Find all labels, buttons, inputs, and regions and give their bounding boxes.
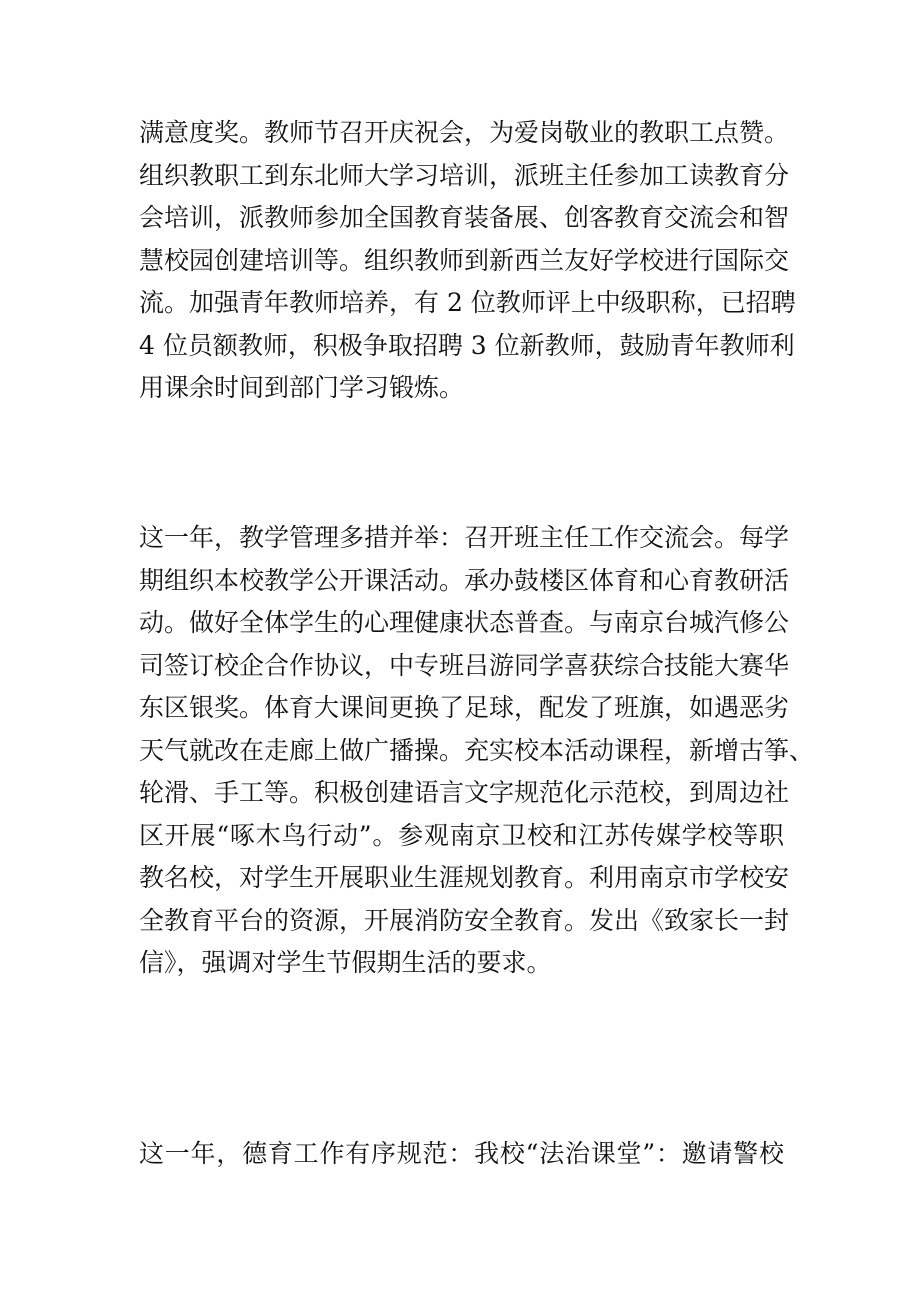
text-line: 区开展“啄木鸟行动”。参观南京卫校和江苏传媒学校等职	[139, 820, 784, 850]
text-line: 全教育平台的资源，开展消防安全教育。发出《致家长一封	[139, 905, 790, 935]
text-line: 组织教职工到东北师大学习培训，派班主任参加工读教育分	[139, 160, 790, 190]
text-line: 东区银奖。体育大课间更换了足球，配发了班旗，如遇恶劣	[139, 693, 790, 722]
text-line: 慧校园创建培训等。组织教师到新西兰友好学校进行国际交	[139, 245, 790, 275]
text-line: 这一年，教学管理多措并举：召开班主任工作交流会。每学	[139, 523, 790, 552]
text-line: 轮滑、手工等。积极创建语言文字规范化示范校，到周边社	[139, 778, 790, 807]
text-line: 这一年，德育工作有序规范：我校“法治课堂”：邀请警校	[139, 1139, 784, 1168]
text-line: 满意度奖。教师节召开庆祝会，为爱岗敬业的教职工点赞。	[139, 118, 790, 147]
text-line: 期组织本校教学公开课活动。承办鼓楼区体育和心育教研活	[139, 565, 790, 595]
paragraph-teaching-management	[139, 517, 815, 985]
paragraph-moral-education	[139, 1133, 784, 1176]
text-line: 动。做好全体学生的心理健康状态普查。与南京台城汽修公	[139, 608, 790, 637]
text-line: 教名校，对学生开展职业生涯规划教育。利用南京市学校安	[139, 863, 790, 892]
text-line: 用课余时间到部门学习锻炼。	[139, 373, 465, 402]
paragraph-teacher-development	[139, 112, 796, 410]
text-line: 信》，强调对学生节假期生活的要求。	[139, 948, 552, 977]
text-line: 会培训，派教师参加全国教育装备展、创客教育交流会和智	[139, 203, 790, 232]
text-line: 司签订校企合作协议，中专班吕游同学喜获综合技能大赛华	[139, 650, 790, 680]
text-line: 4 位员额教师，积极争取招聘 3 位新教师，鼓励青年教师利	[139, 330, 795, 360]
text-line: 天气就改在走廊上做广播操。充实校本活动课程，新增古筝、	[139, 735, 815, 765]
text-line: 流。加强青年教师培养，有 2 位教师评上中级职称，已招聘	[139, 288, 796, 317]
